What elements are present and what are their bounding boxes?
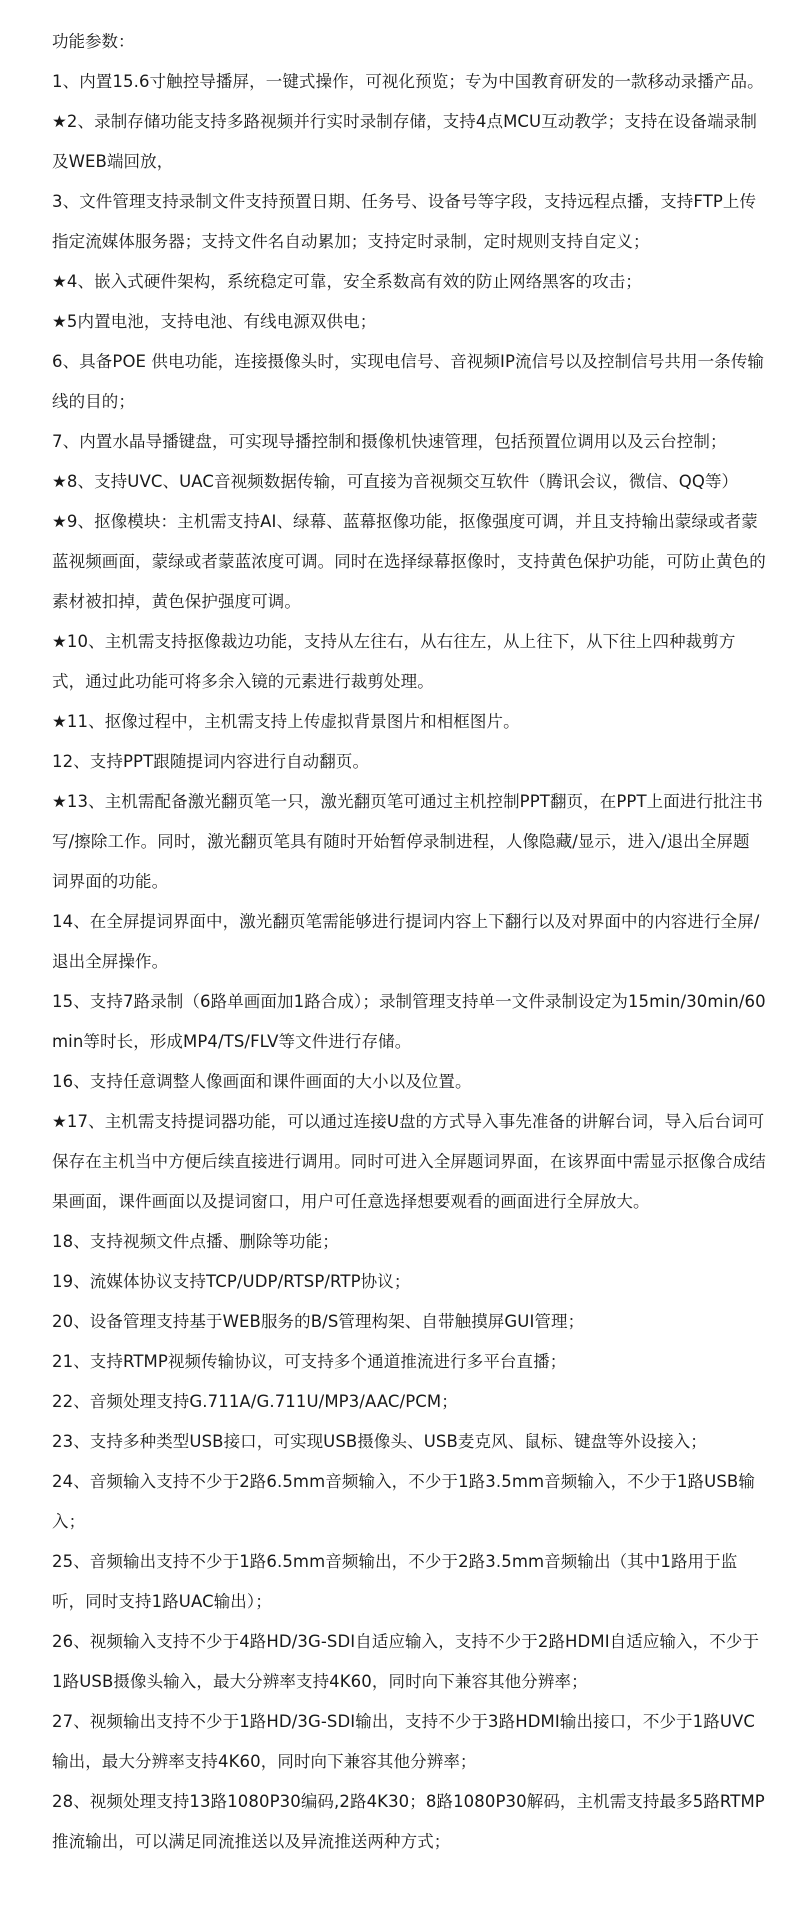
spec-item: ★13、主机需配备激光翻页笔一只，激光翻页笔可通过主机控制PPT翻页，在PPT上面进行批注书写/擦除工作。同时，激光翻页笔具有随时开始暂停录制进程，人像隐藏/显示，进入/退出全屏题词界面的功能。 <box>52 792 763 891</box>
spec-item: 3、文件管理支持录制文件支持预置日期、任务号、设备号等字段，支持远程点播，支持FTP上传指定流媒体服务器；支持文件名自动累加；支持定时录制，定时规则支持自定义； <box>52 192 757 251</box>
spec-item: 6、具备POE 供电功能，连接摄像头时，实现电信号、音视频IP流信号以及控制信号共用一条传输线的目的； <box>52 352 765 411</box>
spec-item: 1、内置15.6寸触控导播屏，一键式操作，可视化预览；专为中国教育研发的一款移动录播产品。 <box>52 72 764 91</box>
spec-item: 22、音频处理支持G.711A/G.711U/MP3/AAC/PCM； <box>52 1392 458 1411</box>
spec-item: 20、设备管理支持基于WEB服务的B/S管理构架、自带触摸屏GUI管理； <box>52 1312 585 1331</box>
spec-item: ★4、嵌入式硬件架构，系统稳定可靠，安全系数高有效的防止网络黑客的攻击； <box>52 272 642 291</box>
spec-item: ★17、主机需支持提词器功能，可以通过连接U盘的方式导入事先准备的讲解台词，导入后台词可保存在主机当中方便后续直接进行调用。同时可进入全屏题词界面，在该界面中需显示抠像合成结果画面，课件画面以及提词窗口，用户可任意选择想要观看的画面进行全屏放大。 <box>52 1112 766 1211</box>
spec-item: 15、支持7路录制（6路单画面加1路合成）；录制管理支持单一文件录制设定为15min/30min/60min等时长，形成MP4/TS/FLV等文件进行存储。 <box>52 992 766 1051</box>
spec-item: ★5内置电池，支持电池、有线电源双供电； <box>52 312 377 331</box>
spec-item: 23、支持多种类型USB接口，可实现USB摄像头、USB麦克风、鼠标、键盘等外设接入； <box>52 1432 707 1451</box>
spec-item: 16、支持任意调整人像画面和课件画面的大小以及位置。 <box>52 1072 472 1091</box>
spec-item: 28、视频处理支持13路1080P30编码,2路4K30；8路1080P30解码，主机需支持最多5路RTMP推流输出，可以满足同流推送以及异流推送两种方式； <box>52 1792 765 1851</box>
spec-item: ★11、抠像过程中，主机需支持上传虚拟背景图片和相框图片。 <box>52 712 520 731</box>
spec-item: ★10、主机需支持抠像裁边功能，支持从左往右，从右往左，从上往下，从下往上四种裁剪方式，通过此功能可将多余入镜的元素进行裁剪处理。 <box>52 632 736 691</box>
spec-item: 7、内置水晶导播键盘，可实现导播控制和摄像机快速管理，包括预置位调用以及云台控制； <box>52 432 727 451</box>
spec-item: 24、音频输入支持不少于2路6.5mm音频输入，不少于1路3.5mm音频输入，不少于1路USB输入； <box>52 1472 755 1531</box>
spec-list <box>52 62 766 1862</box>
document-title: 功能参数： <box>52 32 135 51</box>
spec-item: 18、支持视频文件点播、删除等功能； <box>52 1232 339 1251</box>
spec-item: ★9、抠像模块：主机需支持AI、绿幕、蓝幕抠像功能，抠像强度可调，并且支持输出蒙绿或者蒙蓝视频画面，蒙绿或者蒙蓝浓度可调。同时在选择绿幕抠像时，支持黄色保护功能，可防止黄色的素材被扣掉，黄色保护强度可调。 <box>52 512 766 611</box>
spec-item: 14、在全屏提词界面中，激光翻页笔需能够进行提词内容上下翻行以及对界面中的内容进行全屏/退出全屏操作。 <box>52 912 760 971</box>
spec-item: 21、支持RTMP视频传输协议，可支持多个通道推流进行多平台直播； <box>52 1352 567 1371</box>
spec-item: 27、视频输出支持不少于1路HD/3G-SDI输出，支持不少于3路HDMI输出接口，不少于1路UVC输出，最大分辨率支持4K60，同时向下兼容其他分辨率； <box>52 1712 756 1771</box>
spec-item: ★2、录制存储功能支持多路视频并行实时录制存储，支持4点MCU互动教学；支持在设备端录制及WEB端回放， <box>52 112 758 171</box>
spec-item: 12、支持PPT跟随提词内容进行自动翻页。 <box>52 752 370 771</box>
spec-item: ★8、支持UVC、UAC音视频数据传输，可直接为音视频交互软件（腾讯会议，微信、QQ等） <box>52 472 739 491</box>
spec-item: 19、流媒体协议支持TCP/UDP/RTSP/RTP协议； <box>52 1272 411 1291</box>
spec-item: 26、视频输入支持不少于4路HD/3G-SDI自适应输入，支持不少于2路HDMI自适应输入，不少于1路USB摄像头输入，最大分辨率支持4K60，同时向下兼容其他分辨率； <box>52 1632 760 1691</box>
spec-item: 25、音频输出支持不少于1路6.5mm音频输出，不少于2路3.5mm音频输出（其中1路用于监听，同时支持1路UAC输出）； <box>52 1552 738 1611</box>
